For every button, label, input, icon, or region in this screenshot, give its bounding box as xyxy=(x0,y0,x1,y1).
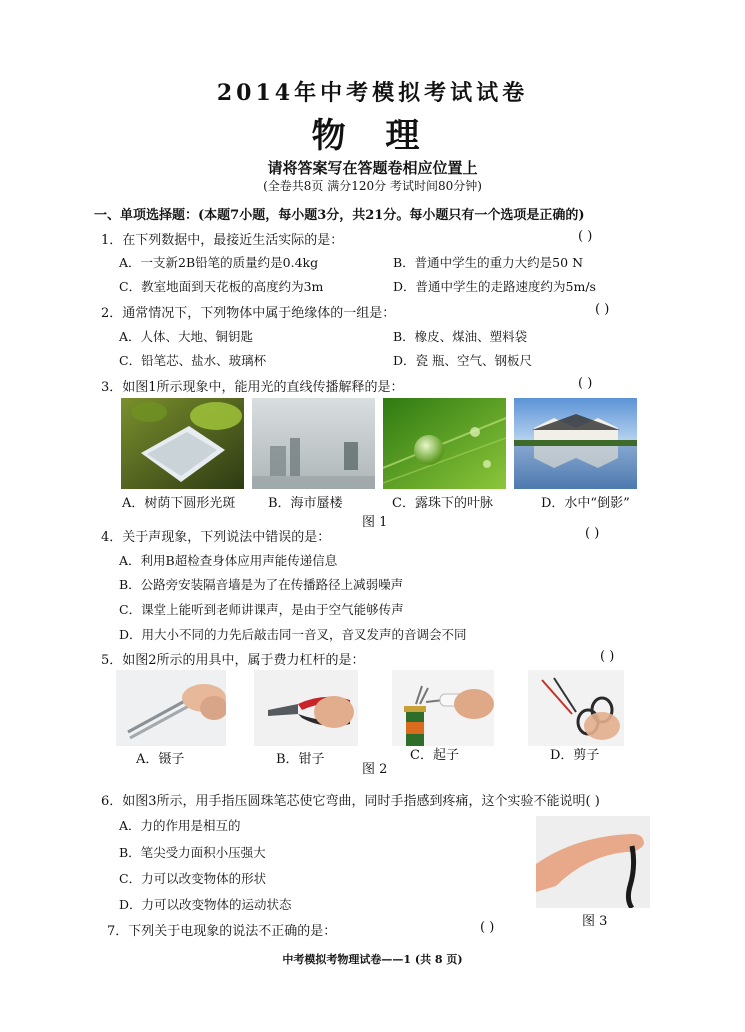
q3-option-b: B．海市蜃楼 xyxy=(268,496,343,511)
q4-option-b: B．公路旁安装隔音墙是为了在传播路径上减弱噪声 xyxy=(119,577,404,592)
photo-mirage xyxy=(252,398,375,489)
photo-bottle-opener xyxy=(392,670,494,746)
q1-stem: 1．在下列数据中，最接近生活实际的是： xyxy=(101,233,344,248)
q5-stem: 5．如图2所示的用具中，属于费力杠杆的是： xyxy=(101,653,365,668)
q2-stem: 2．通常情况下，下列物体中属于绝缘体的一组是： xyxy=(101,306,396,321)
q2-option-d: D．瓷 瓶、空气、钢板尺 xyxy=(393,353,532,368)
q7-stem: 7．下列关于电现象的说法不正确的是： xyxy=(107,924,337,939)
subject-title: 物 理 xyxy=(311,116,434,156)
q3-option-c: C．露珠下的叶脉 xyxy=(392,496,493,511)
answer-instruction: 请将答案写在答题卷相应位置上 xyxy=(267,159,478,177)
q5-option-b: B．钳子 xyxy=(276,752,325,767)
photo-tree-shade-light-spots xyxy=(121,398,244,489)
q5-option-a: A．镊子 xyxy=(136,752,185,767)
photo-tweezers xyxy=(116,670,226,746)
q5-option-d: D．剪子 xyxy=(550,748,600,763)
q3-answer-paren: ( ) xyxy=(578,376,593,391)
photo-water-reflection xyxy=(514,398,637,489)
q4-answer-paren: ( ) xyxy=(585,526,600,541)
section-heading: 一、单项选择题：(本题7小题，每小题3分，共21分。每小题只有一个选项是正确的) xyxy=(94,208,585,223)
q4-option-c: C．课堂上能听到老师讲课声，是由于空气能够传声 xyxy=(119,602,404,617)
page-footer: 中考模拟考物理试卷——1 (共 8 页) xyxy=(282,953,463,966)
q2-option-b: B．橡皮、煤油、塑料袋 xyxy=(393,329,528,344)
q2-answer-paren: ( ) xyxy=(595,302,610,317)
exam-title: 2014年中考模拟考试试卷 xyxy=(216,80,529,106)
q6-stem: 6．如图3所示，用手指压圆珠笔芯使它弯曲，同时手指感到疼痛，这个实验不能说明( ) xyxy=(101,794,600,809)
q4-stem: 4．关于声现象，下列说法中错误的是： xyxy=(101,530,331,545)
q3-option-d: D．水中“倒影” xyxy=(541,496,630,511)
exam-info: (全卷共8页 满分120分 考试时间80分钟) xyxy=(263,179,482,193)
photo-scissors xyxy=(528,670,624,746)
photo-pliers xyxy=(254,670,358,746)
q5-option-c: C．起子 xyxy=(410,748,459,763)
photo-dewdrop-leaf xyxy=(383,398,506,489)
q6-option-b: B．笔尖受力面积小压强大 xyxy=(119,845,266,860)
q1-option-b: B．普通中学生的重力大约是50 N xyxy=(393,255,584,270)
q1-option-d: D．普通中学生的走路速度约为5m/s xyxy=(393,279,596,294)
q1-answer-paren: ( ) xyxy=(578,229,593,244)
q4-option-a: A．利用B超检查身体应用声能传递信息 xyxy=(119,553,338,568)
q6-option-c: C．力可以改变物体的形状 xyxy=(119,871,267,886)
q3-stem: 3．如图1所示现象中，能用光的直线传播解释的是： xyxy=(101,380,404,395)
q5-answer-paren: ( ) xyxy=(600,649,615,664)
q1-option-c: C．教室地面到天花板的高度约为3m xyxy=(119,279,324,294)
figure-1-label: 图 1 xyxy=(362,515,388,530)
q6-option-a: A．力的作用是相互的 xyxy=(119,818,241,833)
q4-option-d: D．用大小不同的力先后敲击同一音叉，音叉发声的音调会不同 xyxy=(119,627,467,642)
figure-2-label: 图 2 xyxy=(362,762,388,777)
q3-option-a: A．树荫下圆形光斑 xyxy=(122,496,236,511)
photo-finger-pen-refill xyxy=(536,816,650,908)
q1-option-a: A．一支新2B铅笔的质量约是0.4kg xyxy=(119,255,319,270)
q6-option-d: D．力可以改变物体的运动状态 xyxy=(119,897,292,912)
q7-answer-paren: ( ) xyxy=(480,920,495,935)
q2-option-c: C．铅笔芯、盐水、玻璃杯 xyxy=(119,353,267,368)
q2-option-a: A．人体、大地、铜钥匙 xyxy=(119,329,254,344)
figure-3-label: 图 3 xyxy=(582,914,608,929)
